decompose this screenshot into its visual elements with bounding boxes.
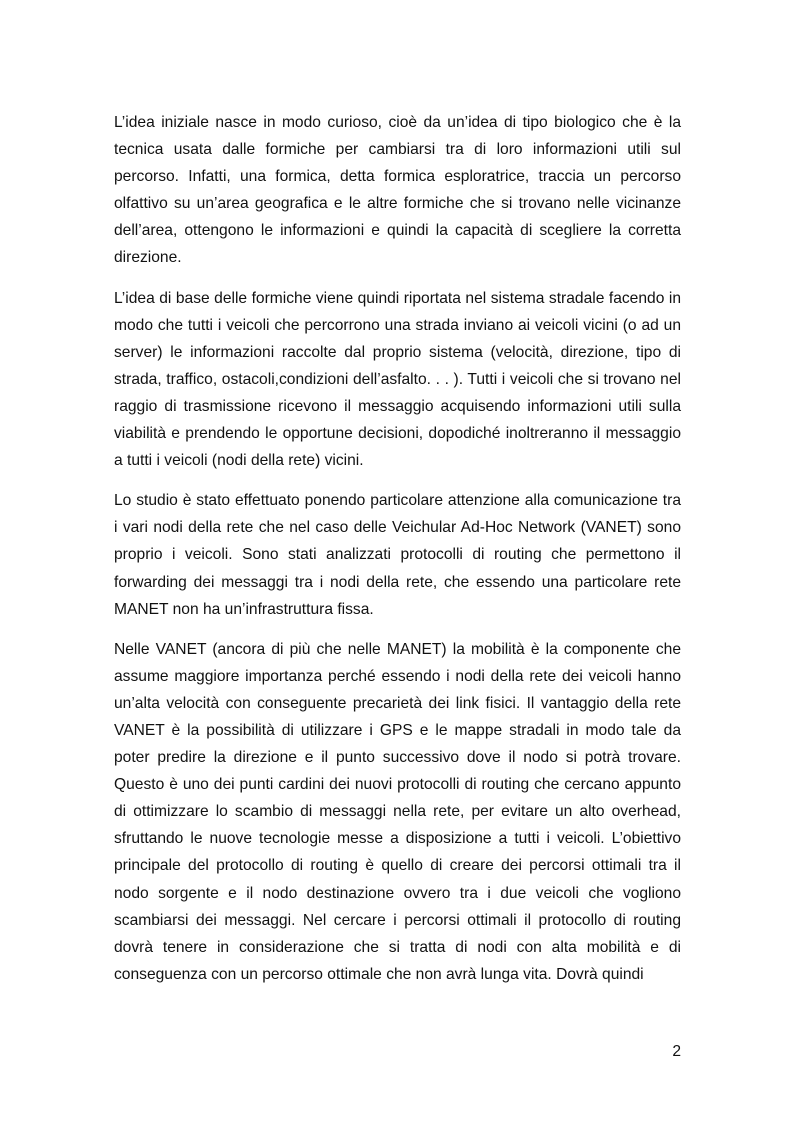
- paragraph-road-system: L’idea di base delle formiche viene quindi riportata nel sistema stradale facendo in modo che tutti i veicoli che percorrono una strada inviano ai veicoli vicini (o ad un server) le informazioni raccolte dal proprio sistema (velocità, direzione, tipo di strada, traffico, ostacoli,condizioni dell’asfalto. . . ). Tutti i veicoli che si trovano nel raggio di trasmissione ricevono il messaggio acquisendo informazioni utili sulla viabilità e prendendo le opportune decisioni, dopodiché inoltreranno il messaggio a tutti i veicoli (nodi della rete) vicini.: [114, 289, 681, 470]
- page-body: [114, 109, 681, 1001]
- paragraph-ant-idea: L’idea iniziale nasce in modo curioso, cioè da un’idea di tipo biologico che è la tecnica usata dalle formiche per cambiarsi tra di loro informazioni utili sul percorso. Infatti, una formica, detta formica esploratrice, traccia un percorso olfattivo su un’area geografica e le altre formiche che si trovano nelle vicinanze dell’area, ottengono le informazioni e quindi la capacità di scegliere la corretta direzione.: [114, 114, 681, 267]
- paragraph-vanet-mobility: Nelle VANET (ancora di più che nelle MANET) la mobilità è la componente che assume maggiore importanza perché essendo i nodi della rete dei veicoli hanno un’alta velocità con conseguente precarietà dei link fisici. Il vantaggio della rete VANET è la possibilità di utilizzare i GPS e le mappe stradali in modo tale da poter predire la direzione e il punto successivo dove il nodo si potrà trovare. Questo è uno dei punti cardini dei nuovi protocolli di routing che cercano appunto di ottimizzare lo scambio di messaggi nella rete, per evitare un alto overhead, sfruttando le nuove tecnologie messe a disposizione a tutti i veicoli. L’obiettivo principale del protocollo di routing è quello di creare dei percorsi ottimali tra il nodo sorgente e il nodo destinazione ovvero tra i due veicoli che vogliono scambiarsi dei messaggi. Nel cercare i percorsi ottimali il protocollo di routing dovrà tenere in considerazione che si tratta di nodi con alta mobilità e di conseguenza con un percorso ottimale che non avrà lunga vita. Dovrà quindi: [114, 640, 681, 983]
- paragraph-study: Lo studio è stato effettuato ponendo particolare attenzione alla comunicazione tra i vari nodi della rete che nel caso delle Veichular Ad-Hoc Network (VANET) sono proprio i veicoli. Sono stati analizzati protocolli di routing che permettono il forwarding dei messaggi tra i nodi della rete, che essendo una particolare rete MANET non ha un’infrastruttura fissa.: [114, 492, 681, 618]
- page-number: 2: [672, 1043, 681, 1060]
